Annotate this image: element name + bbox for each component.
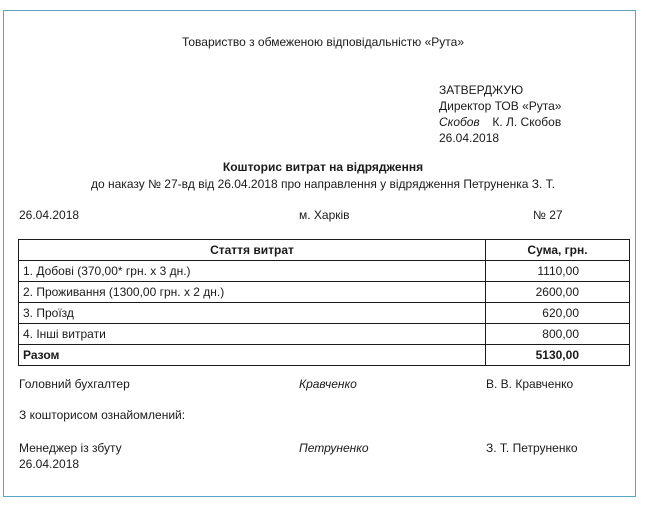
manager-signature: Петруненко xyxy=(299,441,369,455)
document-number: № 27 xyxy=(533,208,563,222)
row-amount: 1110,00 xyxy=(486,261,630,282)
table-row xyxy=(19,303,630,324)
table-header-row xyxy=(19,240,630,261)
approval-date: 26.04.2018 xyxy=(439,131,500,145)
approval-signature-line xyxy=(439,114,561,130)
cost-table xyxy=(18,239,630,366)
company-name: Товариство з обмеженою відповідальністю «Рута» xyxy=(181,35,465,49)
document-city: м. Харків xyxy=(299,208,350,222)
row-item: 2. Проживання (1300,00 грн. х 2 дн.) xyxy=(19,282,486,303)
table-row xyxy=(19,282,630,303)
header-item: Стаття витрат xyxy=(19,240,486,261)
table-total-row xyxy=(19,345,630,366)
manager-name: З. Т. Петруненко xyxy=(486,441,578,455)
row-item: 3. Проїзд xyxy=(19,303,486,324)
row-amount: 2600,00 xyxy=(486,282,630,303)
manager-label: Менеджер із збуту xyxy=(19,441,122,455)
row-item: 1. Добові (370,00* грн. х 3 дн.) xyxy=(19,261,486,282)
table-row xyxy=(19,261,630,282)
row-amount: 620,00 xyxy=(486,303,630,324)
document-date: 26.04.2018 xyxy=(19,208,80,222)
approval-position: Директор ТОВ «Рута» xyxy=(439,99,562,113)
total-label: Разом xyxy=(19,345,486,366)
approval-block xyxy=(439,82,561,146)
document-subtitle: до наказу № 27-вд від 26.04.2018 про направлення у відрядження Петруненка З. Т. xyxy=(91,177,555,191)
acknowledged-label: З кошторисом ознайомлений: xyxy=(19,408,186,422)
accountant-signature: Кравченко xyxy=(299,377,357,391)
header-amount: Сума, грн. xyxy=(486,240,630,261)
accountant-label: Головний бухгалтер xyxy=(19,377,130,391)
row-amount: 800,00 xyxy=(486,324,630,345)
table-row xyxy=(19,324,630,345)
director-signature: Скобов xyxy=(439,115,480,129)
director-name: К. Л. Скобов xyxy=(492,115,562,129)
row-item: 4. Інші витрати xyxy=(19,324,486,345)
manager-date: 26.04.2018 xyxy=(19,457,80,471)
accountant-name: В. В. Кравченко xyxy=(486,377,574,391)
total-amount: 5130,00 xyxy=(486,345,630,366)
approval-heading: ЗАТВЕРДЖУЮ xyxy=(439,83,524,97)
document-title: Кошторис витрат на відрядження xyxy=(222,160,424,174)
